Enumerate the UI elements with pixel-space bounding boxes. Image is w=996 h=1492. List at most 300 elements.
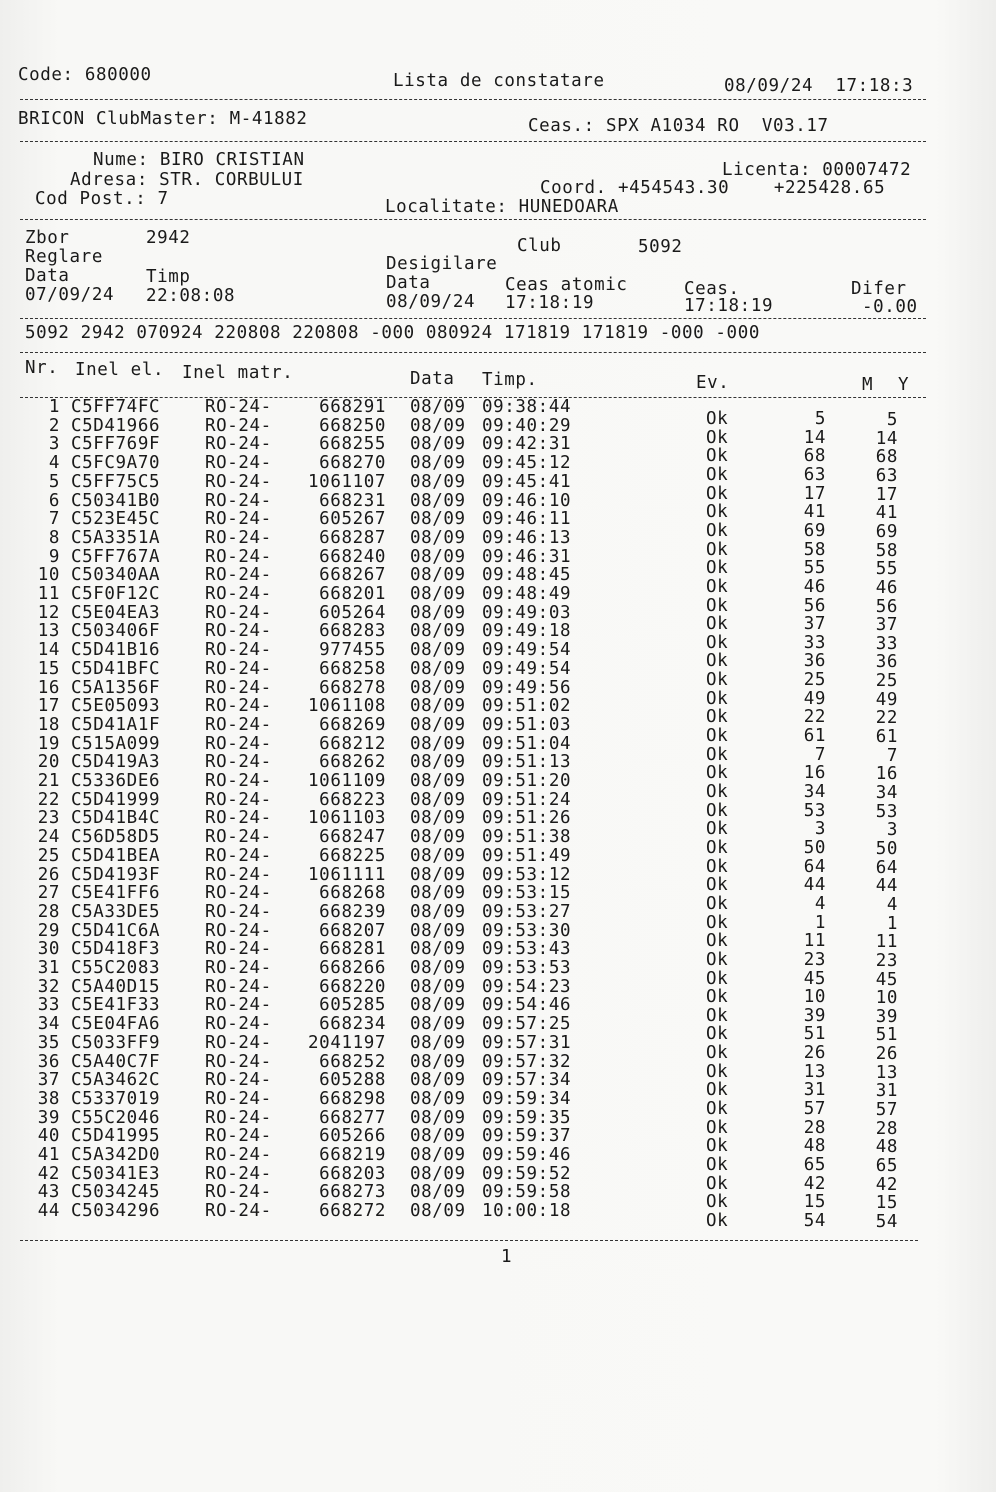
y-value: 58 bbox=[875, 540, 898, 561]
m-value: 57 bbox=[803, 1099, 826, 1120]
event-status: Ok bbox=[706, 987, 729, 1008]
table-row bbox=[0, 846, 996, 865]
ring-number: 1061109 bbox=[308, 771, 386, 791]
ring-number: 668262 bbox=[319, 752, 386, 773]
arrival-time: 09:51:24 bbox=[482, 789, 572, 810]
electronic-ring: C5D41C6A bbox=[71, 920, 161, 941]
arrival-date: 08/09 bbox=[410, 1163, 466, 1184]
ring-number: 668239 bbox=[319, 901, 386, 922]
arrival-time: 09:54:46 bbox=[482, 995, 572, 1016]
y-value: 41 bbox=[875, 503, 898, 524]
m-value: 58 bbox=[803, 539, 826, 560]
row-number: 13 bbox=[37, 621, 60, 642]
arrival-date: 08/09 bbox=[410, 883, 466, 904]
desigilare-label: Desigilare bbox=[386, 254, 498, 274]
row-number: 16 bbox=[37, 677, 60, 698]
ring-number: 1061103 bbox=[308, 808, 386, 829]
event-status: Ok bbox=[706, 1005, 729, 1026]
table-row bbox=[0, 827, 996, 846]
event-status: Ok bbox=[706, 558, 729, 579]
event-status: Ok bbox=[706, 856, 729, 877]
arrival-date: 08/09 bbox=[410, 509, 466, 530]
arrival-date: 08/09 bbox=[410, 771, 466, 791]
atomic-clock-label: Ceas atomic bbox=[505, 275, 628, 295]
ring-prefix: RO-24- bbox=[205, 958, 272, 978]
ring-prefix: RO-24- bbox=[205, 1051, 272, 1072]
arrival-date: 08/09 bbox=[410, 471, 466, 492]
arrival-time: 09:57:32 bbox=[482, 1051, 572, 1072]
arrival-date: 08/09 bbox=[410, 995, 466, 1016]
table-row bbox=[0, 621, 996, 640]
ring-prefix: RO-24- bbox=[205, 771, 272, 791]
arrival-time: 09:59:52 bbox=[482, 1163, 572, 1184]
arrival-date: 08/09 bbox=[410, 584, 466, 604]
reglare-date: 07/09/24 bbox=[25, 285, 115, 305]
atomic-time: 17:18:19 bbox=[505, 293, 595, 313]
ring-number: 668283 bbox=[319, 621, 386, 642]
table-row bbox=[0, 1108, 996, 1127]
event-status: Ok bbox=[706, 800, 729, 821]
row-number: 26 bbox=[37, 864, 60, 885]
electronic-ring: C5D419A3 bbox=[71, 752, 161, 773]
m-value: 54 bbox=[803, 1210, 826, 1231]
clock-info: Ceas.: SPX A1034 RO V03.17 bbox=[528, 116, 829, 136]
arrival-time: 09:51:26 bbox=[482, 808, 572, 829]
m-value: 26 bbox=[803, 1043, 826, 1064]
arrival-time: 09:54:23 bbox=[482, 976, 572, 997]
ring-prefix: RO-24- bbox=[205, 1032, 272, 1053]
electronic-ring: C56D58D5 bbox=[71, 827, 161, 848]
y-value: 39 bbox=[875, 1006, 898, 1027]
electronic-ring: C5A342D0 bbox=[71, 1145, 161, 1165]
m-value: 49 bbox=[803, 688, 826, 709]
table-row bbox=[0, 939, 996, 958]
arrival-time: 09:53:15 bbox=[482, 883, 572, 904]
event-status: Ok bbox=[706, 1155, 729, 1175]
clock-label: Ceas. bbox=[684, 279, 740, 299]
arrival-date: 08/09 bbox=[410, 565, 466, 586]
electronic-ring: C5E04FA6 bbox=[71, 1014, 161, 1035]
m-value: 31 bbox=[803, 1080, 826, 1101]
electronic-ring: C5A3462C bbox=[71, 1070, 161, 1091]
ring-prefix: RO-24- bbox=[205, 397, 272, 417]
table-row bbox=[0, 472, 996, 491]
y-value: 44 bbox=[875, 876, 898, 897]
m-value: 64 bbox=[803, 856, 826, 877]
arrival-time: 09:53:43 bbox=[482, 939, 572, 960]
row-number: 39 bbox=[37, 1107, 60, 1128]
row-number: 24 bbox=[37, 827, 60, 848]
m-value: 25 bbox=[803, 670, 826, 691]
m-value: 50 bbox=[803, 837, 826, 858]
ring-number: 668207 bbox=[319, 920, 386, 941]
electronic-ring: C503406F bbox=[71, 621, 161, 642]
ring-prefix: RO-24- bbox=[205, 1126, 272, 1147]
y-value: 61 bbox=[875, 727, 898, 748]
row-number: 2 bbox=[48, 415, 60, 436]
table-row bbox=[0, 771, 996, 790]
ring-number: 605285 bbox=[319, 995, 386, 1016]
arrival-date: 08/09 bbox=[410, 602, 466, 623]
electronic-ring: C5D41A1F bbox=[71, 714, 161, 735]
arrival-time: 09:53:12 bbox=[482, 864, 572, 885]
ring-number: 668252 bbox=[319, 1051, 386, 1072]
row-number: 25 bbox=[37, 845, 60, 866]
arrival-time: 09:53:53 bbox=[482, 958, 572, 978]
print-datetime: 08/09/24 17:18:3 bbox=[724, 76, 914, 96]
electronic-ring: C5D41B16 bbox=[71, 640, 161, 661]
ring-number: 668220 bbox=[319, 976, 386, 997]
event-status: Ok bbox=[706, 744, 729, 765]
arrival-time: 09:59:46 bbox=[482, 1145, 572, 1165]
table-row bbox=[0, 491, 996, 510]
electronic-ring: C5F0F12C bbox=[71, 584, 161, 604]
row-number: 43 bbox=[37, 1182, 60, 1203]
arrival-time: 09:49:54 bbox=[482, 640, 572, 661]
event-status: Ok bbox=[706, 483, 729, 504]
arrival-time: 09:59:35 bbox=[482, 1107, 572, 1128]
table-row bbox=[0, 584, 996, 603]
arrival-date: 08/09 bbox=[410, 1070, 466, 1091]
ring-prefix: RO-24- bbox=[205, 527, 272, 548]
m-value: 5 bbox=[814, 409, 826, 429]
event-status: Ok bbox=[706, 632, 729, 653]
event-status: Ok bbox=[706, 576, 729, 597]
electronic-ring: C5FF75C5 bbox=[71, 471, 161, 492]
row-number: 27 bbox=[37, 883, 60, 904]
arrival-date: 08/09 bbox=[410, 1201, 466, 1222]
arrival-date: 08/09 bbox=[410, 696, 466, 717]
arrival-date: 08/09 bbox=[410, 752, 466, 773]
event-status: Ok bbox=[706, 893, 729, 914]
arrival-date: 08/09 bbox=[410, 920, 466, 941]
y-value: 5 bbox=[886, 410, 898, 430]
electronic-ring: C5FF769F bbox=[71, 434, 161, 455]
ring-prefix: RO-24- bbox=[205, 509, 272, 530]
y-value: 42 bbox=[875, 1174, 898, 1195]
ring-prefix: RO-24- bbox=[205, 995, 272, 1016]
y-value: 69 bbox=[875, 521, 898, 542]
electronic-ring: C523E45C bbox=[71, 509, 161, 530]
electronic-ring: C5E41F33 bbox=[71, 995, 161, 1016]
arrival-time: 09:59:58 bbox=[482, 1182, 572, 1203]
ring-number: 668250 bbox=[319, 415, 386, 436]
col-ev: Ev. bbox=[696, 373, 730, 393]
row-number: 18 bbox=[37, 714, 60, 735]
table-row bbox=[0, 416, 996, 435]
y-value: 1 bbox=[886, 913, 898, 934]
row-number: 28 bbox=[37, 901, 60, 922]
event-status: Ok bbox=[706, 1099, 729, 1120]
m-value: 69 bbox=[803, 520, 826, 541]
electronic-ring: C55C2083 bbox=[71, 958, 161, 978]
event-status: Ok bbox=[706, 409, 729, 429]
m-value: 1 bbox=[814, 912, 826, 933]
arrival-time: 09:57:25 bbox=[482, 1014, 572, 1035]
m-value: 28 bbox=[803, 1117, 826, 1138]
y-value: 13 bbox=[875, 1062, 898, 1083]
m-value: 46 bbox=[803, 576, 826, 597]
license-number: Licenta: 00007472 bbox=[722, 160, 912, 180]
arrival-date: 08/09 bbox=[410, 789, 466, 810]
table-row bbox=[0, 1182, 996, 1201]
y-value: 31 bbox=[875, 1081, 898, 1102]
electronic-ring: C5D41B4C bbox=[71, 808, 161, 829]
ring-prefix: RO-24- bbox=[205, 546, 272, 567]
coordinates: Coord. +454543.30 +225428.65 bbox=[540, 178, 886, 198]
table-row bbox=[0, 1201, 996, 1220]
arrival-time: 09:45:41 bbox=[482, 471, 572, 492]
arrival-date: 08/09 bbox=[410, 677, 466, 698]
m-value: 11 bbox=[803, 931, 826, 952]
event-status: Ok bbox=[706, 446, 729, 467]
row-number: 12 bbox=[37, 602, 60, 623]
y-value: 49 bbox=[875, 689, 898, 710]
m-value: 14 bbox=[803, 427, 826, 448]
page-number: 1 bbox=[501, 1247, 513, 1267]
difference-label: Difer bbox=[851, 279, 907, 299]
table-row bbox=[0, 453, 996, 472]
table-row bbox=[0, 640, 996, 659]
ring-number: 668223 bbox=[319, 789, 386, 810]
table-row bbox=[0, 995, 996, 1014]
arrival-time: 09:51:04 bbox=[482, 733, 572, 754]
clubmaster-label: BRICON ClubMaster: M-41882 bbox=[18, 109, 308, 129]
electronic-ring: C5E04EA3 bbox=[71, 602, 161, 623]
event-status: Ok bbox=[706, 651, 729, 672]
table-row bbox=[0, 977, 996, 996]
y-value: 15 bbox=[875, 1193, 898, 1214]
ring-number: 668240 bbox=[319, 546, 386, 567]
m-value: 48 bbox=[803, 1136, 826, 1157]
col-timp: Timp. bbox=[482, 370, 538, 390]
electronic-ring: C5D41995 bbox=[71, 1126, 161, 1147]
ring-prefix: RO-24- bbox=[205, 658, 272, 679]
table-row bbox=[0, 1052, 996, 1071]
electronic-ring: C5033FF9 bbox=[71, 1032, 161, 1053]
ring-number: 668231 bbox=[319, 490, 386, 511]
event-status: Ok bbox=[706, 819, 729, 840]
ring-number: 668267 bbox=[319, 565, 386, 586]
arrival-time: 09:48:45 bbox=[482, 565, 572, 586]
row-number: 32 bbox=[37, 976, 60, 997]
m-value: 13 bbox=[803, 1061, 826, 1082]
ring-prefix: RO-24- bbox=[205, 883, 272, 904]
table-row bbox=[0, 902, 996, 921]
ring-number: 1061107 bbox=[308, 471, 386, 492]
arrival-date: 08/09 bbox=[410, 827, 466, 848]
ring-number: 1061108 bbox=[308, 696, 386, 717]
divider bbox=[20, 99, 926, 100]
electronic-ring: C5E05093 bbox=[71, 696, 161, 717]
arrival-date: 08/09 bbox=[410, 527, 466, 548]
arrival-date: 08/09 bbox=[410, 490, 466, 511]
ring-prefix: RO-24- bbox=[205, 415, 272, 436]
arrival-time: 09:46:11 bbox=[482, 509, 572, 530]
table-row bbox=[0, 921, 996, 940]
y-value: 26 bbox=[875, 1044, 898, 1065]
y-value: 14 bbox=[875, 428, 898, 449]
row-number: 4 bbox=[48, 453, 60, 474]
arrival-time: 09:46:10 bbox=[482, 490, 572, 511]
m-value: 41 bbox=[803, 502, 826, 523]
col-y: Y bbox=[898, 375, 910, 395]
electronic-ring: C5A1356F bbox=[71, 677, 161, 698]
ring-prefix: RO-24- bbox=[205, 1014, 272, 1035]
ring-number: 668277 bbox=[319, 1107, 386, 1128]
arrival-time: 09:51:13 bbox=[482, 752, 572, 773]
arrival-date: 08/09 bbox=[410, 1088, 466, 1109]
arrival-time: 09:40:29 bbox=[482, 415, 572, 436]
arrival-date: 08/09 bbox=[410, 1032, 466, 1053]
row-number: 29 bbox=[37, 920, 60, 941]
electronic-ring: C5D41BEA bbox=[71, 845, 161, 866]
event-status: Ok bbox=[706, 1136, 729, 1157]
reglare-label: Reglare bbox=[25, 247, 103, 267]
m-value: 68 bbox=[803, 446, 826, 467]
y-value: 53 bbox=[875, 801, 898, 822]
y-value: 33 bbox=[875, 633, 898, 654]
m-value: 61 bbox=[803, 726, 826, 747]
row-number: 38 bbox=[37, 1088, 60, 1109]
row-number: 40 bbox=[37, 1126, 60, 1147]
y-value: 4 bbox=[886, 894, 898, 915]
arrival-time: 09:49:56 bbox=[482, 677, 572, 698]
y-value: 3 bbox=[886, 820, 898, 841]
document-title: Lista de constatare bbox=[393, 71, 605, 91]
y-value: 45 bbox=[875, 969, 898, 990]
m-value: 34 bbox=[803, 782, 826, 802]
m-value: 22 bbox=[803, 707, 826, 728]
ring-prefix: RO-24- bbox=[205, 1163, 272, 1184]
ring-number: 605264 bbox=[319, 602, 386, 623]
event-status: Ok bbox=[706, 688, 729, 709]
arrival-time: 09:45:12 bbox=[482, 453, 572, 474]
ring-prefix: RO-24- bbox=[205, 789, 272, 810]
ring-number: 668266 bbox=[319, 958, 386, 978]
arrival-date: 08/09 bbox=[410, 658, 466, 679]
row-number: 15 bbox=[37, 658, 60, 679]
difference-value: -0.00 bbox=[862, 297, 918, 317]
table-row bbox=[0, 1089, 996, 1108]
arrival-date: 08/09 bbox=[410, 1145, 466, 1165]
electronic-ring: C5337019 bbox=[71, 1088, 161, 1109]
electronic-ring: C5D418F3 bbox=[71, 939, 161, 960]
ring-prefix: RO-24- bbox=[205, 471, 272, 492]
y-value: 22 bbox=[875, 708, 898, 729]
row-number: 22 bbox=[37, 789, 60, 810]
summary-code-line: 5092 2942 070924 220808 220808 -000 080924 171819 171819 -000 -000 bbox=[25, 323, 760, 343]
ring-prefix: RO-24- bbox=[205, 1088, 272, 1109]
arrival-time: 09:51:49 bbox=[482, 845, 572, 866]
m-value: 10 bbox=[803, 987, 826, 1008]
electronic-ring: C55C2046 bbox=[71, 1107, 161, 1128]
arrival-date: 08/09 bbox=[410, 397, 466, 417]
arrival-time: 09:48:49 bbox=[482, 584, 572, 604]
ring-prefix: RO-24- bbox=[205, 901, 272, 922]
divider bbox=[20, 141, 926, 142]
arrival-date: 08/09 bbox=[410, 901, 466, 922]
ring-number: 668272 bbox=[319, 1201, 386, 1222]
m-value: 56 bbox=[803, 595, 826, 616]
ring-number: 668273 bbox=[319, 1182, 386, 1203]
m-value: 51 bbox=[803, 1024, 826, 1045]
table-row bbox=[0, 883, 996, 902]
electronic-ring: C5A40D15 bbox=[71, 976, 161, 997]
arrival-time: 09:57:34 bbox=[482, 1070, 572, 1091]
event-status: Ok bbox=[706, 614, 729, 635]
ring-number: 668219 bbox=[319, 1145, 386, 1165]
arrival-date: 08/09 bbox=[410, 714, 466, 735]
row-number: 34 bbox=[37, 1014, 60, 1035]
arrival-date: 08/09 bbox=[410, 453, 466, 474]
ring-number: 668298 bbox=[319, 1088, 386, 1109]
row-number: 7 bbox=[48, 509, 60, 530]
arrival-date: 08/09 bbox=[410, 1126, 466, 1147]
arrival-time: 09:49:18 bbox=[482, 621, 572, 642]
row-number: 5 bbox=[48, 471, 60, 492]
ring-number: 668212 bbox=[319, 733, 386, 754]
row-number: 11 bbox=[37, 584, 60, 604]
electronic-ring: C5A33DE5 bbox=[71, 901, 161, 922]
electronic-ring: C5336DE6 bbox=[71, 771, 161, 791]
y-value: 65 bbox=[875, 1156, 898, 1176]
m-value: 23 bbox=[803, 949, 826, 970]
electronic-ring: C5FF74FC bbox=[71, 397, 161, 417]
m-value: 44 bbox=[803, 875, 826, 896]
ring-number: 668281 bbox=[319, 939, 386, 960]
electronic-ring: C5FF767A bbox=[71, 546, 161, 567]
arrival-date: 08/09 bbox=[410, 864, 466, 885]
arrival-date: 08/09 bbox=[410, 808, 466, 829]
event-status: Ok bbox=[706, 837, 729, 858]
arrival-time: 09:59:34 bbox=[482, 1088, 572, 1109]
m-value: 33 bbox=[803, 632, 826, 653]
event-status: Ok bbox=[706, 931, 729, 952]
ring-prefix: RO-24- bbox=[205, 696, 272, 717]
ring-prefix: RO-24- bbox=[205, 602, 272, 623]
arrival-date: 08/09 bbox=[410, 621, 466, 642]
event-status: Ok bbox=[706, 968, 729, 989]
table-row bbox=[0, 547, 996, 566]
ring-number: 668225 bbox=[319, 845, 386, 866]
event-status: Ok bbox=[706, 1061, 729, 1082]
col-m: M bbox=[862, 375, 874, 395]
ring-prefix: RO-24- bbox=[205, 677, 272, 698]
table-row bbox=[0, 1014, 996, 1033]
ring-prefix: RO-24- bbox=[205, 640, 272, 661]
y-value: 63 bbox=[875, 465, 898, 486]
row-number: 1 bbox=[48, 397, 60, 417]
table-row bbox=[0, 790, 996, 809]
arrival-date: 08/09 bbox=[410, 845, 466, 866]
ring-number: 977455 bbox=[319, 640, 386, 661]
event-status: Ok bbox=[706, 763, 729, 784]
col-data: Data bbox=[410, 369, 455, 389]
m-value: 65 bbox=[803, 1155, 826, 1175]
row-number: 14 bbox=[37, 640, 60, 661]
row-number: 8 bbox=[48, 527, 60, 548]
table-row bbox=[0, 865, 996, 884]
electronic-ring: C5D41999 bbox=[71, 789, 161, 810]
electronic-ring: C50341E3 bbox=[71, 1163, 161, 1184]
table-row bbox=[0, 715, 996, 734]
arrival-time: 09:46:31 bbox=[482, 546, 572, 567]
owner-address: Adresa: STR. CORBULUI bbox=[70, 170, 304, 190]
row-number: 42 bbox=[37, 1163, 60, 1184]
m-value: 7 bbox=[814, 744, 826, 765]
row-number: 35 bbox=[37, 1032, 60, 1053]
